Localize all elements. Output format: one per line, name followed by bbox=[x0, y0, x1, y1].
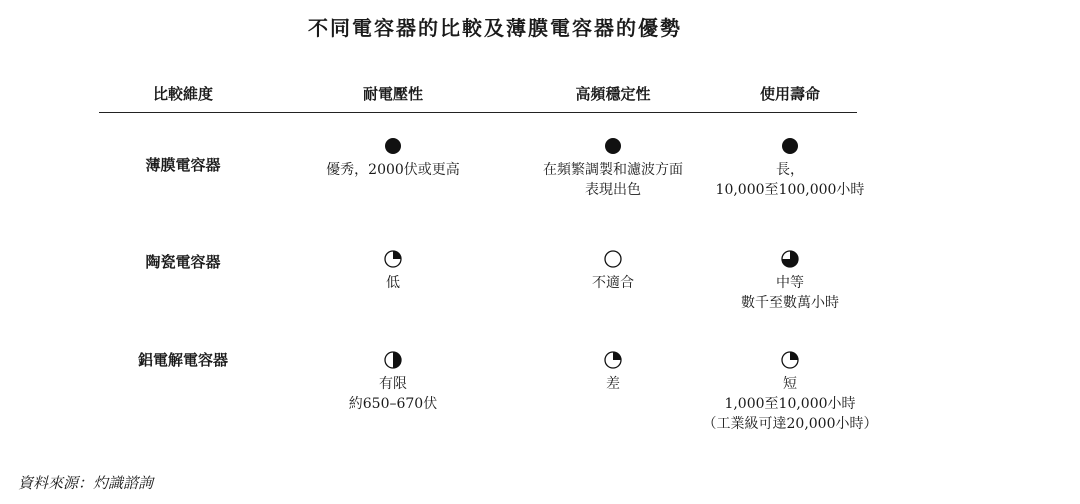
cell-aluminum-voltage bbox=[298, 351, 488, 414]
header-dimension: 比較維度 bbox=[152, 85, 213, 103]
row-label-ceramic: 陶瓷電容器 bbox=[145, 253, 221, 271]
quarter-circle-icon bbox=[384, 250, 402, 268]
header-divider bbox=[99, 112, 857, 113]
three-quarter-circle-icon bbox=[781, 250, 799, 268]
cell-ceramic-lifetime bbox=[690, 250, 890, 313]
full-circle-icon bbox=[384, 137, 402, 155]
cell-aluminum-lifetime bbox=[690, 351, 890, 434]
cell-text: 數千至數萬小時 bbox=[741, 295, 839, 311]
cell-text: 10,000至100,000小時 bbox=[715, 182, 865, 198]
cell-text: 不適合 bbox=[592, 275, 634, 291]
cell-text: 短 bbox=[783, 376, 797, 392]
cell-text: 優秀，2000伏或更高 bbox=[326, 162, 460, 178]
cell-film-frequency bbox=[518, 137, 708, 200]
cell-text: 有限 bbox=[379, 376, 407, 392]
quarter-circle-icon bbox=[604, 351, 622, 369]
cell-film-voltage bbox=[298, 137, 488, 180]
page-title: 不同電容器的比較及薄膜電容器的優勢 bbox=[308, 16, 682, 40]
cell-ceramic-frequency bbox=[518, 250, 708, 293]
full-circle-icon bbox=[604, 137, 622, 155]
row-label-aluminum: 鋁電解電容器 bbox=[137, 351, 228, 369]
header-frequency: 高頻穩定性 bbox=[575, 85, 651, 103]
cell-text: 約650–670伏 bbox=[348, 396, 438, 412]
half-circle-icon bbox=[384, 351, 402, 369]
quarter-circle-icon bbox=[781, 351, 799, 369]
cell-text: 差 bbox=[606, 376, 620, 392]
cell-text: 中等 bbox=[776, 275, 804, 291]
row-label-film: 薄膜電容器 bbox=[145, 156, 221, 174]
cell-text: 1,000至10,000小時 bbox=[724, 396, 856, 412]
source-note: 資料來源：灼識諮詢 bbox=[18, 474, 154, 492]
cell-text: 表現出色 bbox=[585, 182, 641, 198]
full-circle-icon bbox=[781, 137, 799, 155]
header-lifetime: 使用壽命 bbox=[759, 85, 820, 103]
cell-ceramic-voltage bbox=[298, 250, 488, 293]
header-voltage: 耐電壓性 bbox=[362, 85, 423, 103]
cell-film-lifetime bbox=[690, 137, 890, 200]
cell-text: 長， bbox=[776, 162, 804, 178]
cell-text: （工業級可達20,000小時） bbox=[702, 416, 878, 432]
cell-aluminum-frequency bbox=[518, 351, 708, 394]
cell-text: 低 bbox=[386, 275, 400, 291]
cell-text: 在頻繁調製和濾波方面 bbox=[543, 162, 683, 178]
empty-circle-icon bbox=[604, 250, 622, 268]
